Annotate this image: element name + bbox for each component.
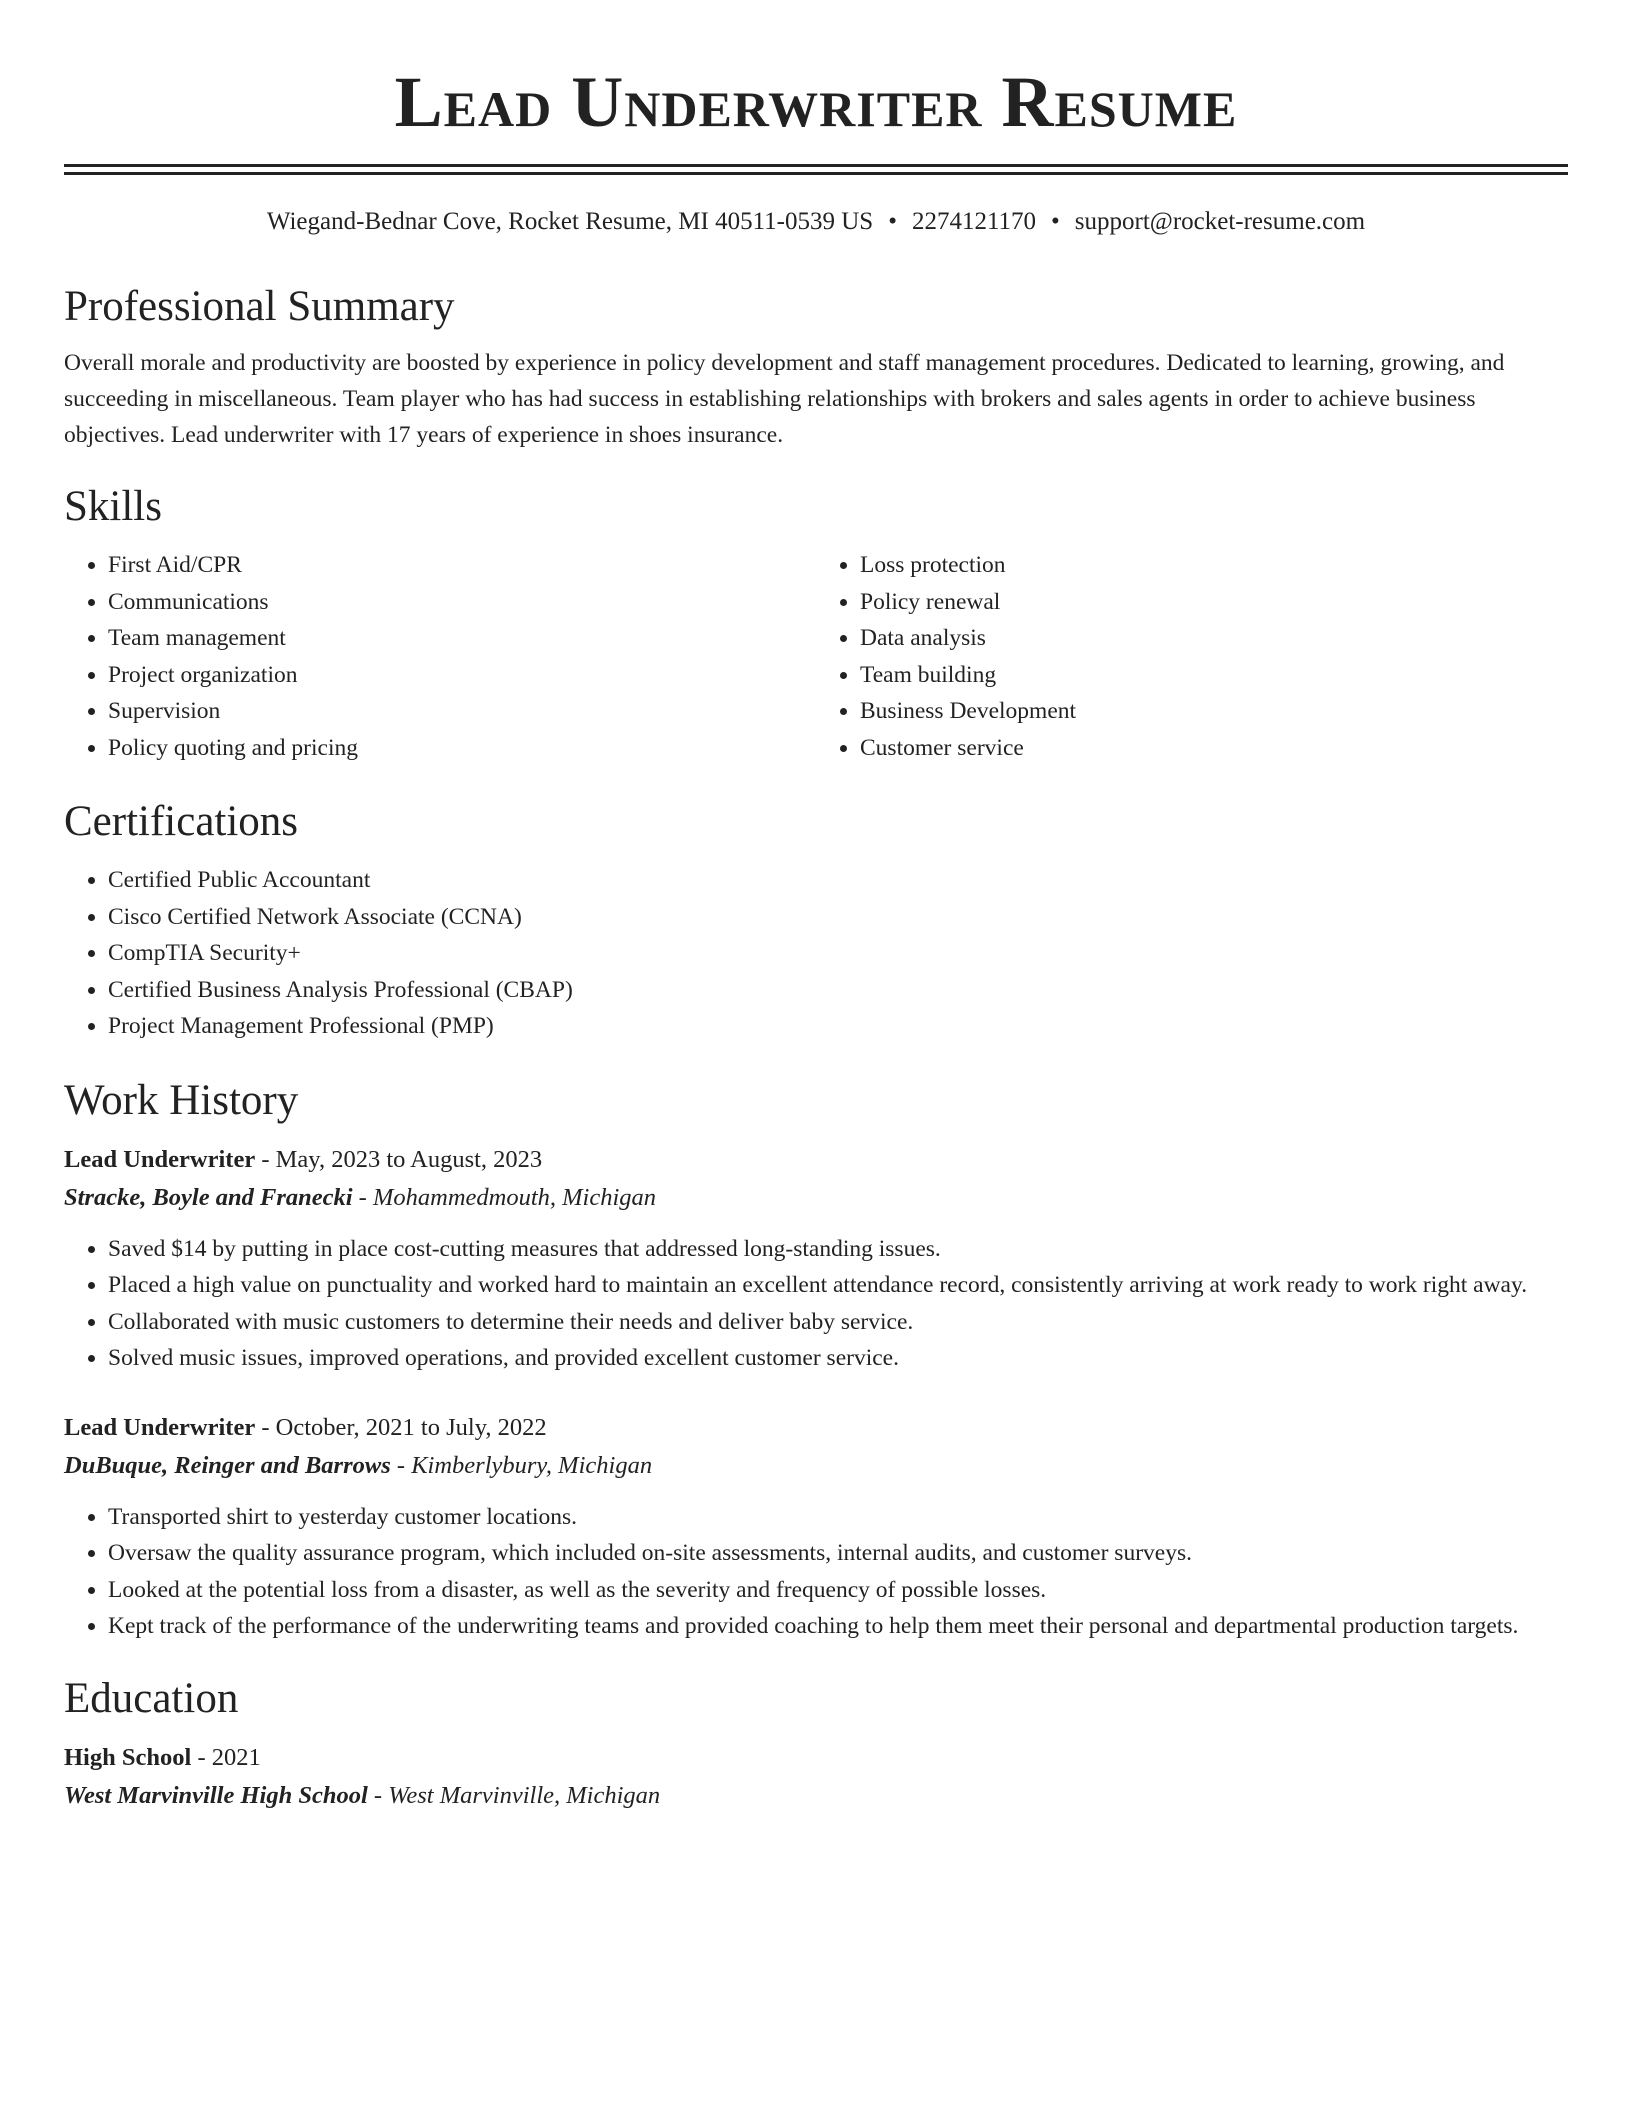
contact-email: support@rocket-resume.com [1074, 208, 1366, 235]
education-location: West Marvinville, Michigan [388, 1781, 661, 1809]
skills-list-left [64, 547, 816, 766]
job-company: Stracke, Boyle and Franecki [64, 1183, 353, 1211]
job-bullets [64, 1231, 1568, 1377]
skill-item: • Team management [108, 620, 816, 657]
title-double-rule [64, 164, 1568, 175]
contact-address: Wiegand-Bednar Cove, Rocket Resume, MI 40511-0539 US [266, 208, 874, 235]
education-dash: - [197, 1743, 206, 1771]
summary-text: Overall morale and productivity are boosted by experience in policy development and staff management procedures. Dedicated to learning, growing, and succeeding in miscellaneous. Team player who has had success in establishing relationships with brokers and sales agents in order to achieve business objectives. Lead underwriter with 17 years of experience in shoes insurance. [64, 350, 1505, 448]
job-title: Lead Underwriter [64, 1413, 256, 1441]
job-dash: - [358, 1183, 367, 1211]
skill-item: • Project organization [108, 657, 816, 694]
job-header [64, 1141, 1568, 1179]
skills-heading: Skills [64, 483, 162, 530]
contact-phone: 2274121170 [911, 208, 1037, 235]
contact-separator: • [1051, 208, 1060, 235]
job-bullet: • Placed a high value on punctuality and worked hard to maintain an excellent attendance record, consistently arriving at work ready to work right away. [108, 1267, 1568, 1304]
skill-item: • Business Development [860, 693, 1568, 730]
skills-columns [64, 547, 1568, 766]
job-bullet: • Kept track of the performance of the underwriting teams and provided coaching to help them meet their personal and departmental production targets. [108, 1608, 1568, 1645]
job-location: Mohammedmouth, Michigan [372, 1183, 657, 1211]
skill-item: • Customer service [860, 730, 1568, 767]
skill-item: • Policy renewal [860, 584, 1568, 621]
contact-separator: • [888, 208, 897, 235]
education-dash: - [373, 1781, 383, 1809]
education-year: 2021 [211, 1743, 261, 1771]
job-title: Lead Underwriter [64, 1145, 256, 1173]
certification-item: • Cisco Certified Network Associate (CCNA) [108, 899, 1568, 936]
job-dash: - [396, 1451, 406, 1479]
skill-item: • Loss protection [860, 547, 1568, 584]
job-entry [64, 1409, 1568, 1645]
job-bullet: • Looked at the potential loss from a disaster, as well as the severity and frequency of possible losses. [108, 1572, 1568, 1609]
education-header [64, 1739, 1568, 1777]
job-header [64, 1409, 1568, 1447]
professional-summary-section [64, 279, 1568, 453]
summary-heading: Professional Summary [64, 283, 455, 330]
certification-item: • Certified Business Analysis Professional (CBAP) [108, 972, 1568, 1009]
resume-title: Lead Underwriter Resume [394, 62, 1238, 142]
job-bullet: • Oversaw the quality assurance program, which included on-site assessments, internal audits, and customer surveys. [108, 1535, 1568, 1572]
certification-item: • CompTIA Security+ [108, 935, 1568, 972]
certification-item: • Certified Public Accountant [108, 862, 1568, 899]
education-school: West Marvinville High School [64, 1781, 368, 1809]
certifications-list [64, 862, 1568, 1045]
job-bullet: • Collaborated with music customers to determine their needs and deliver baby service. [108, 1304, 1568, 1341]
job-dates: May, 2023 to August, 2023 [275, 1145, 543, 1173]
job-employer [64, 1447, 1568, 1485]
work-history-heading: Work History [64, 1076, 299, 1124]
certification-item: • Project Management Professional (PMP) [108, 1008, 1568, 1045]
work-history-section [64, 1073, 1568, 1645]
certifications-section [64, 794, 1568, 1045]
job-bullets [64, 1499, 1568, 1645]
skill-item: • First Aid/CPR [108, 547, 816, 584]
job-employer [64, 1179, 1568, 1217]
skill-item: • Data analysis [860, 620, 1568, 657]
job-dates: October, 2021 to July, 2022 [275, 1413, 547, 1441]
skill-item: • Supervision [108, 693, 816, 730]
job-location: Kimberlybury, Michigan [411, 1451, 653, 1479]
job-dash: - [261, 1413, 270, 1441]
skills-section [64, 479, 1568, 766]
skill-item: • Communications [108, 584, 816, 621]
certifications-heading: Certifications [64, 798, 299, 845]
job-company: DuBuque, Reinger and Barrows [64, 1451, 391, 1479]
job-bullet: • Transported shirt to yesterday customer locations. [108, 1499, 1568, 1536]
job-entry [64, 1141, 1568, 1377]
job-bullet: • Solved music issues, improved operations, and provided excellent customer service. [108, 1340, 1568, 1377]
contact-line [64, 205, 1568, 239]
skill-item: • Team building [860, 657, 1568, 694]
skills-list-right [816, 547, 1568, 766]
education-school-line [64, 1777, 1568, 1815]
education-entry [64, 1739, 1568, 1815]
skill-item: • Policy quoting and pricing [108, 730, 816, 767]
education-section [64, 1671, 1568, 1815]
education-heading: Education [64, 1674, 239, 1722]
job-dash: - [261, 1145, 270, 1173]
education-degree: High School [64, 1743, 192, 1771]
job-bullet: • Saved $14 by putting in place cost-cutting measures that addressed long-standing issues. [108, 1231, 1568, 1268]
